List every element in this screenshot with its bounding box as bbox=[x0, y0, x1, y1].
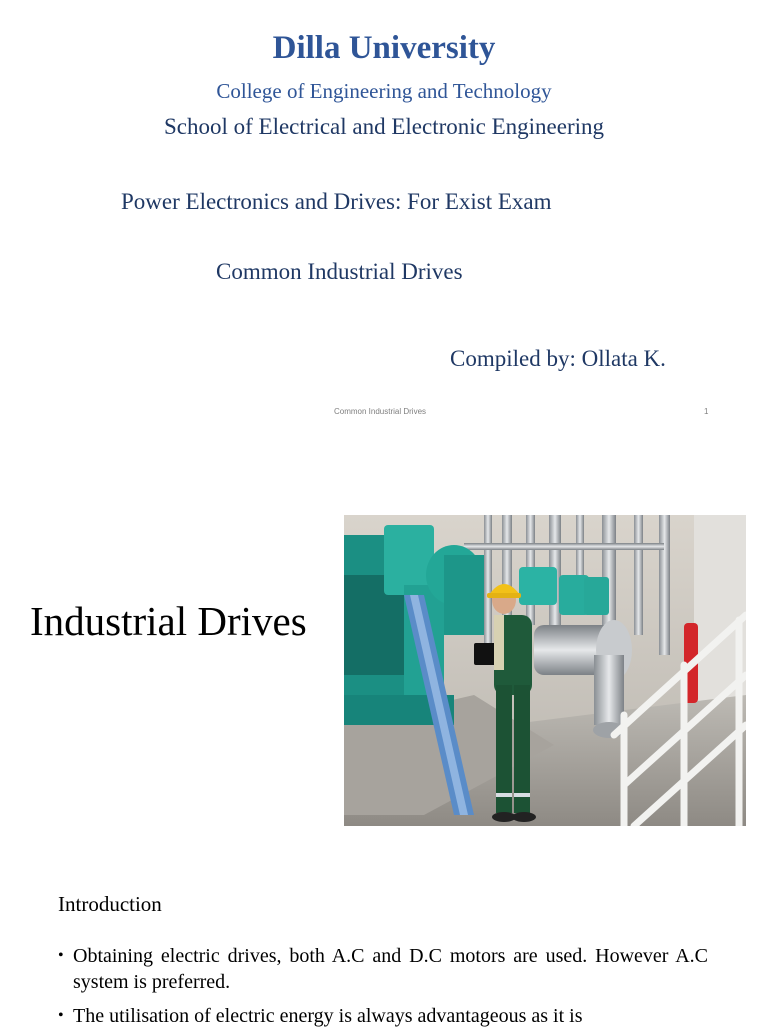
bullet-text: The utilisation of electric energy is always advantageous as it is bbox=[73, 1005, 583, 1027]
introduction-heading: Introduction bbox=[58, 892, 162, 916]
school-name: School of Electrical and Electronic Engineering bbox=[163, 114, 605, 139]
bullet-item bbox=[58, 943, 708, 995]
university-title: Dilla University bbox=[272, 30, 496, 66]
slide-footer: Common Industrial Drives bbox=[334, 407, 427, 416]
bullet-marker: • bbox=[58, 1007, 64, 1024]
bullet-text: Obtaining electric drives, both A.C and D.C motors are used. However A.C system is preferred. bbox=[73, 945, 708, 993]
slide-page-number: 1 bbox=[704, 407, 709, 416]
course-title: Power Electronics and Drives: For Exist Exam bbox=[121, 189, 552, 214]
topic-title: Common Industrial Drives bbox=[216, 259, 463, 284]
industrial-drives-slide bbox=[0, 480, 768, 880]
bullet-marker: • bbox=[58, 947, 64, 964]
title-slide bbox=[0, 0, 768, 432]
slide-heading: Industrial Drives bbox=[30, 598, 307, 644]
compiled-by: Compiled by: Ollata K. bbox=[450, 346, 666, 371]
bullet-item bbox=[58, 1003, 708, 1029]
industrial-motors-worker-photo bbox=[344, 515, 746, 826]
college-name: College of Engineering and Technology bbox=[216, 79, 552, 103]
